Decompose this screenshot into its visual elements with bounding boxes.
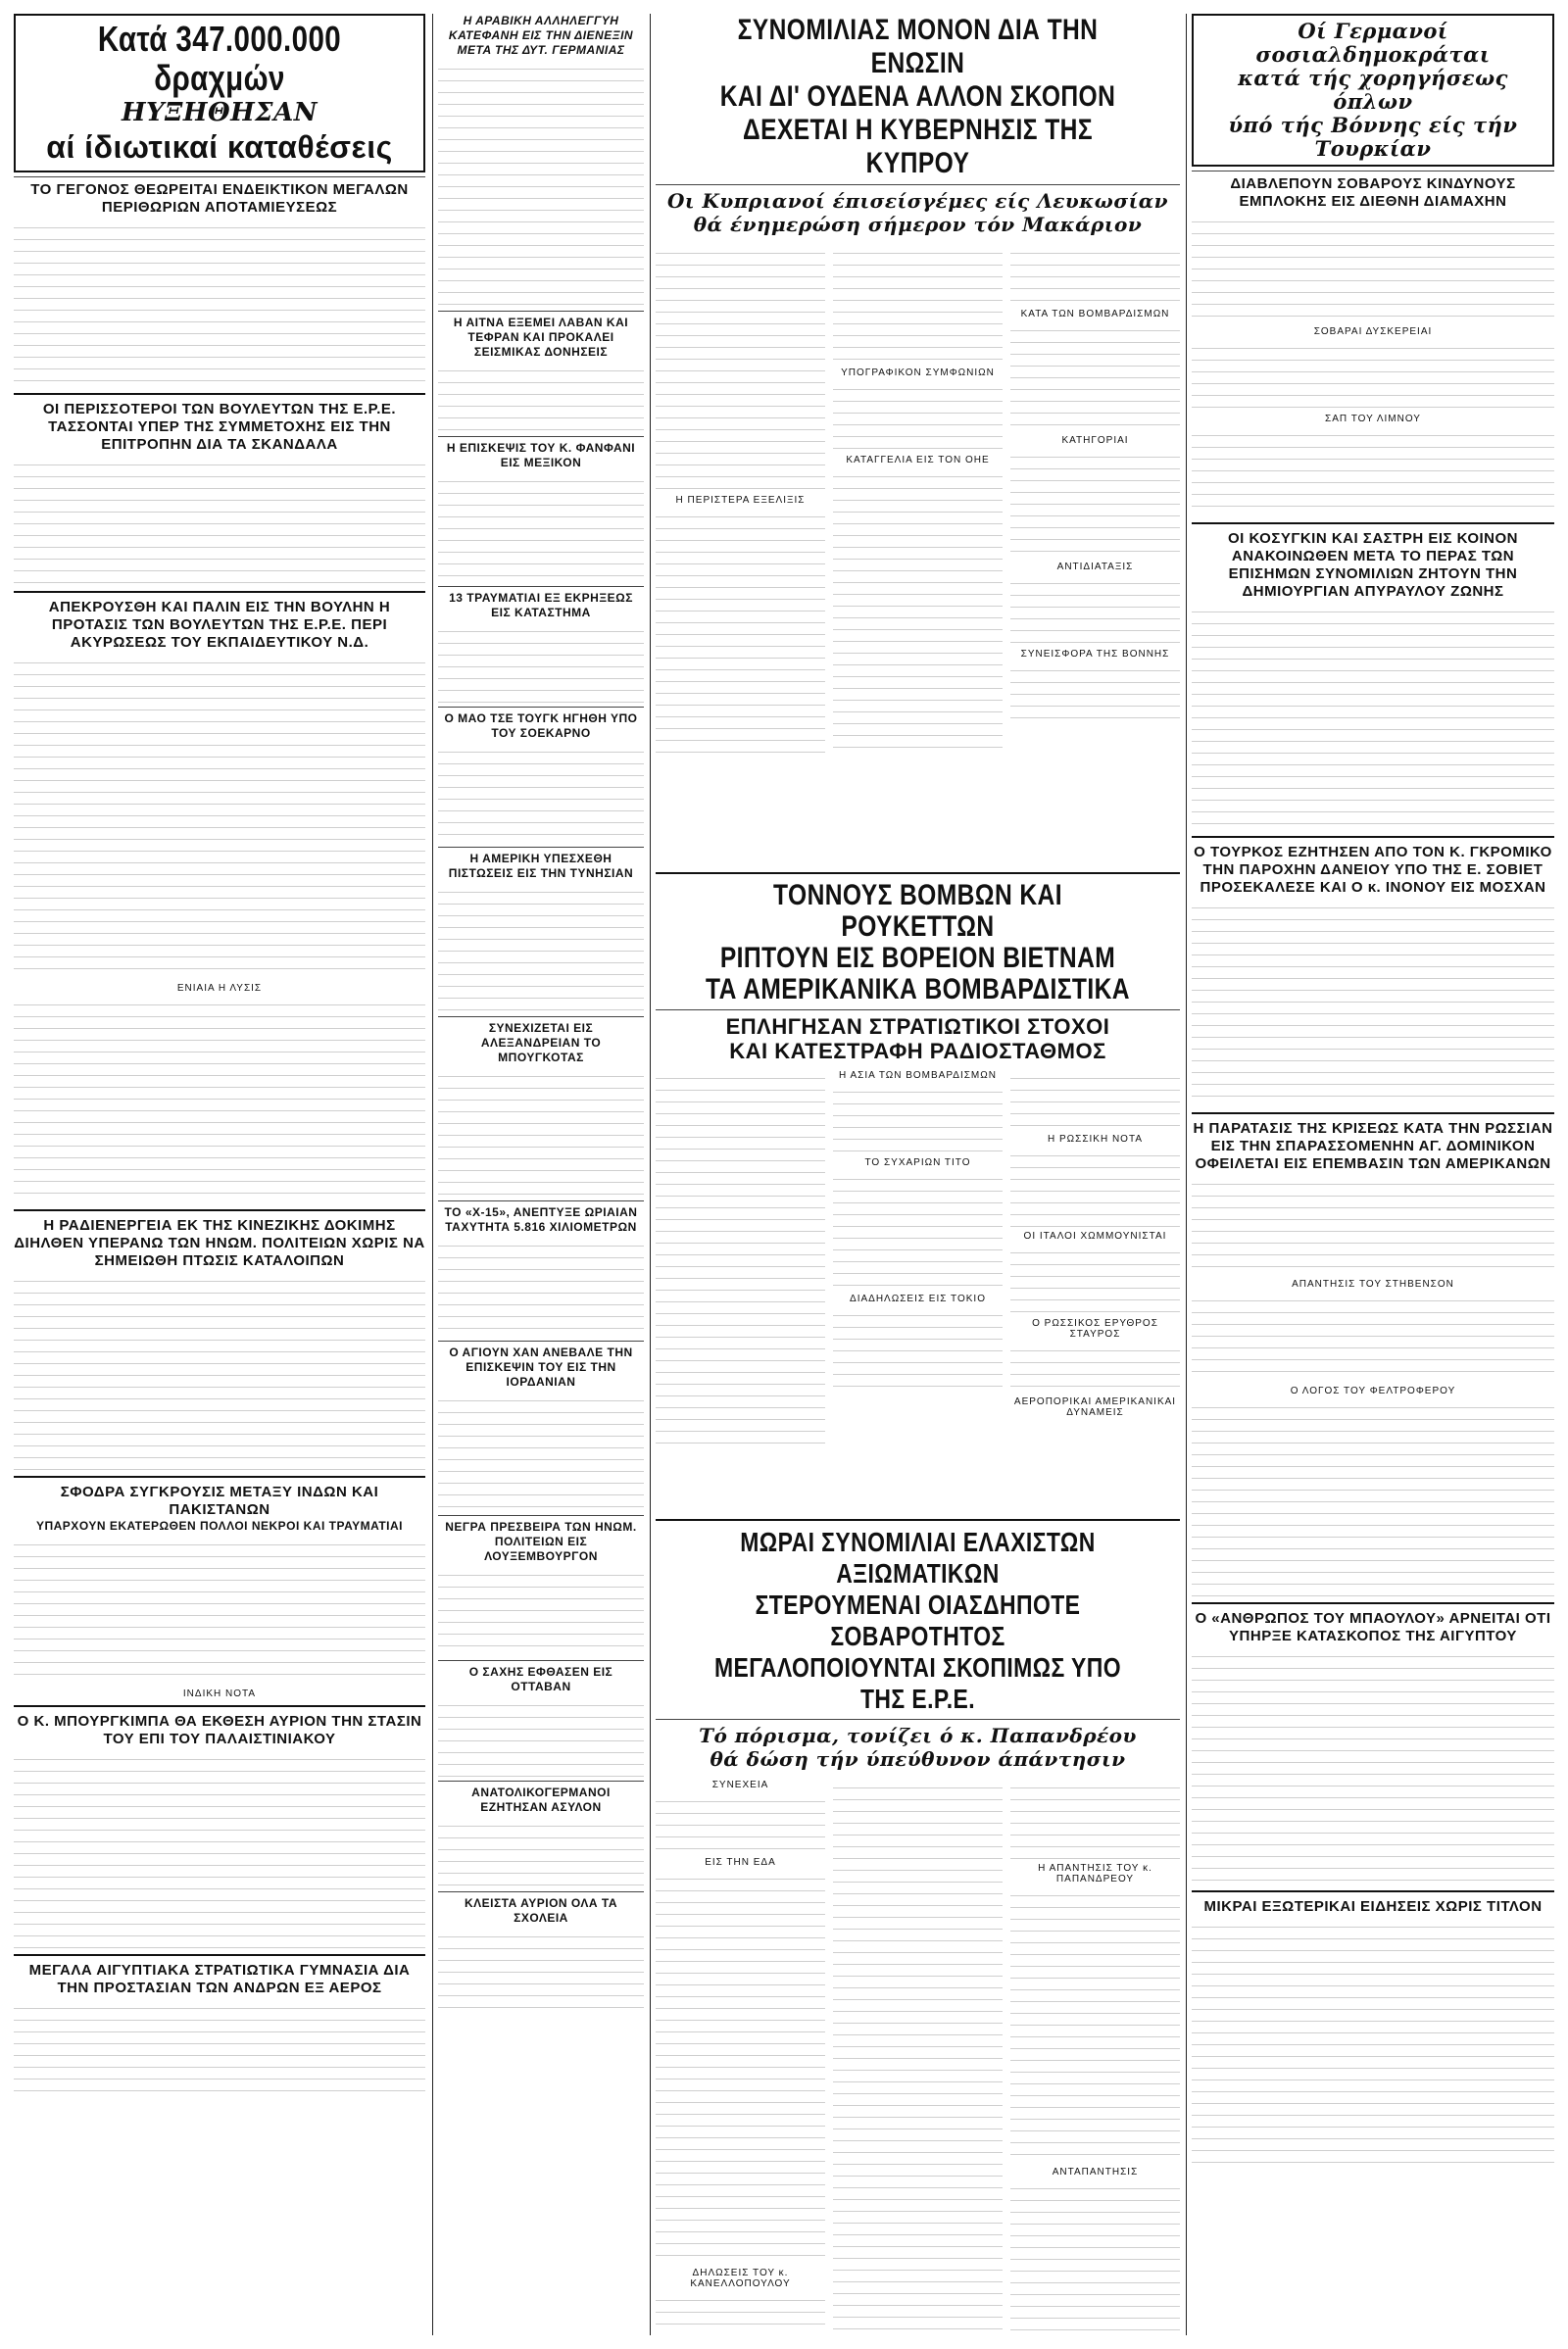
- subhead: ΥΠΟΓΡΑΦΙΚΟΝ ΣΥΜΦΩΝΙΩΝ: [841, 367, 995, 378]
- column-rule: [432, 14, 433, 2335]
- subhead: Η ΠΕΡΙΣΤΕΡΑ ΕΞΕΛΙΞΙΣ: [675, 495, 806, 506]
- headline-german-socialists-3: ύπό τής Βόννης είς τήν Τουρκίαν: [1228, 113, 1518, 161]
- article-text: [656, 1071, 825, 1444]
- subhead: ΣΥΝΕΧΕΙΑ: [711, 1780, 769, 1790]
- headline-foreign-news: ΜΙΚΡΑΙ ΕΞΩΤΕΡΙΚΑΙ ΕΙΔΗΣΕΙΣ ΧΩΡΙΣ ΤΙΤΛΟΝ: [1203, 1898, 1543, 1915]
- subhead: ΕΙΣ ΤΗΝ ΕΔΑ: [705, 1857, 776, 1868]
- article-text: [1192, 1400, 1554, 1596]
- article-text: [438, 745, 644, 843]
- newspaper-page: [14, 14, 1554, 2335]
- article-text: [656, 246, 825, 491]
- article-text: [14, 1538, 425, 1685]
- headline-india-pakistan: ΣΦΟΔΡΑ ΣΥΓΚΡΟΥΣΙΣ ΜΕΤΑΞΥ ΙΝΔΩΝ ΚΑΙ ΠΑΚΙΣΤΑΝΩΝ: [60, 1484, 379, 1518]
- article-text: [438, 624, 644, 703]
- subhead-casualties: ΥΠΑΡΧΟΥΝ ΕΚΑΤΕΡΩΘΕΝ ΠΟΛΛΟΙ ΝΕΚΡΟΙ ΚΑΙ ΤΡΑΥΜΑΤΙΑΙ: [35, 1519, 404, 1533]
- article-text: [833, 1781, 1003, 2335]
- article-text: [1192, 1294, 1554, 1382]
- article-text: [656, 2293, 825, 2335]
- subhead: ΤΟ ΣΥΧΑΡΙΩΝ ΤΙΤΟ: [864, 1157, 971, 1168]
- subhead: Ο ΛΟΓΟΣ ΤΟΥ ΦΕΛΤΡΟΦΕΡΟΥ: [1290, 1386, 1456, 1396]
- article-text: [1010, 246, 1180, 305]
- column-rule: [1186, 14, 1187, 2335]
- article-text: [1192, 1177, 1554, 1275]
- headline-kosygin-shastri: ΟΙ ΚΟΣΥΓΚΙΝ ΚΑΙ ΣΑΣΤΡΗ ΕΙΣ ΚΟΙΝΟΝ ΑΝΑΚΟΙΝΩΘΕΝ ΜΕΤΑ ΤΟ ΠΕΡΑΣ ΤΩΝ ΕΠΙΣΗΜΩΝ ΣΥΝΟΜΙΛΙΩΝ ΖΗΤΟΥΝ ΤΗΝ ΔΗΜΙΟΥΡΓΙΑΝ ΑΠΥΡΑΥΛΟΥ ΖΩΝΗΣ: [1228, 530, 1518, 600]
- headline-tunisia-credits: Η ΑΜΕΡΙΚΗ ΥΠΕΣΧΕΘΗ ΠΙΣΤΩΣΕΙΣ ΕΙΣ ΤΗΝ ΤΥΝΗΣΙΑΝ: [448, 852, 634, 880]
- article-text: [438, 885, 644, 1012]
- headline-vietnam-1: ΤΟΝΝΟΥΣ ΒΟΜΒΩΝ ΚΑΙ ΡΟΥΚΕΤΤΩΝ: [773, 879, 1062, 943]
- article-text: [14, 2001, 425, 2099]
- article-text: [438, 1394, 644, 1511]
- headline-officers-1: ΜΩΡΑΙ ΣΥΝΟΜΙΛΙΑΙ ΕΛΑΧΙΣΤΩΝ ΑΞΙΩΜΑΤΙΚΩΝ: [740, 1527, 1096, 1589]
- headline-vietnam-2: ΡΙΠΤΟΥΝ ΕΙΣ ΒΟΡΕΙΟΝ ΒΙΕΤΝΑΜ: [719, 942, 1116, 974]
- article-text: [438, 1698, 644, 1777]
- column-1: [14, 14, 425, 2335]
- subhead: Η ΑΠΑΝΤΗΣΙΣ ΤΟΥ κ. ΠΑΠΑΝΔΡΕΟΥ: [1038, 1863, 1152, 1884]
- column-2: [438, 14, 644, 2335]
- article-text: [438, 62, 644, 307]
- subhead: ΔΗΛΩΣΕΙΣ ΤΟΥ κ. ΚΑΝΕΛΛΟΠΟΥΛΟΥ: [690, 2268, 791, 2289]
- article-text: [833, 1172, 1003, 1290]
- article-text: [1010, 1781, 1180, 1859]
- article-text: [1010, 663, 1180, 722]
- headline-cyprus-1: ΣΥΝΟΜΙΛΙΑΣ ΜΟΝΟΝ ΔΙΑ ΤΗΝ ΕΝΩΣΙΝ: [737, 14, 1099, 79]
- bottom-section: [656, 1513, 1180, 2335]
- subhead-cyprus-1: Οι Κυπριανοί έπισείσγέμες είς Λευκωσίαν: [666, 189, 1169, 213]
- subhead: ΑΠΑΝΤΗΣΙΣ ΤΟΥ ΣΤΗΒΕΝΣΟΝ: [1292, 1279, 1454, 1290]
- headline-deposits-b: ΗΥΞΗΘΗΣΑΝ: [121, 98, 318, 127]
- subhead: Ο ΡΩΣΣΙΚΟΣ ΕΡΥΘΡΟΣ ΣΤΑΥΡΟΣ: [1032, 1318, 1158, 1340]
- headline-vietnam-3: ΤΑ ΑΜΕΡΙΚΑΝΙΚΑ ΒΟΜΒΑΡΔΙΣΤΙΚΑ: [706, 973, 1130, 1005]
- headline-alexandria: ΣΥΝΕΧΙΖΕΤΑΙ ΕΙΣ ΑΛΕΞΑΝΔΡΕΙΑΝ ΤΟ ΜΠΟΥΓΚΟΤΑΣ: [480, 1021, 602, 1064]
- article-text: [1010, 1246, 1180, 1314]
- column-5: [1192, 14, 1554, 2335]
- article-text: [833, 1308, 1003, 1387]
- subhead: ΣΑΠ ΤΟΥ ΛΙΜΝΟΥ: [1325, 414, 1421, 424]
- article-text: [438, 1568, 644, 1656]
- article-text: [833, 469, 1003, 754]
- column-3: [656, 14, 1180, 842]
- headline-german-socialists-1: Οί Γερμανοί σοσιαλδημοκράται: [1255, 19, 1491, 67]
- article-text: [14, 998, 425, 1203]
- headline-negro-ambassador: ΝΕΓΡΑ ΠΡΕΣΒΕΙΡΑ ΤΩΝ ΗΝΩΜ. ΠΟΛΙΤΕΙΩΝ ΕΙΣ ΛΟΥΞΕΜΒΟΥΡΓΟΝ: [445, 1520, 637, 1563]
- headline-deposits: Κατά 347.000.000 δραχμών: [97, 19, 342, 98]
- headline-ere-deputies: ΟΙ ΠΕΡΙΣΣΟΤΕΡΟΙ ΤΩΝ ΒΟΥΛΕΥΤΩΝ ΤΗΣ Ε.Ρ.Ε. ΤΑΣΣΟΝΤΑΙ ΥΠΕΡ ΤΗΣ ΣΥΜΜΕΤΟΧΗΣ ΕΙΣ ΤΗΝ ΕΠΙΤΡΟΠΗΝ ΔΙΑ ΤΑ ΣΚΑΝΔΑΛΑ: [42, 401, 397, 453]
- headline-shah-ottawa: Ο ΣΑΧΗΣ ΕΦΘΑΣΕΝ ΕΙΣ ΟΤΤΑΒΑΝ: [468, 1665, 613, 1693]
- article-text: [14, 1274, 425, 1470]
- article-text: [438, 1069, 644, 1197]
- article-text: [1010, 450, 1180, 558]
- article-text: [14, 220, 425, 387]
- headline-x15: ΤΟ «Χ-15», ΑΝΕΠΤΥΞΕ ΩΡΙΑΙΑΝ ΤΑΧΥΤΗΤΑ 5.816 ΧΙΛΙΟΜΕΤΡΩΝ: [444, 1205, 638, 1234]
- headline-cyprus-3: ΔΕΧΕΤΑΙ Η ΚΥΒΕΡΝΗΣΙΣ ΤΗΣ ΚΥΠΡΟΥ: [742, 114, 1094, 179]
- subhead: Η ΡΩΣΣΙΚΗ ΝΟΤΑ: [1048, 1134, 1143, 1145]
- article-text: [656, 1872, 825, 2264]
- subhead: ΕΝΙΑΙΑ Η ΛΥΣΙΣ: [176, 983, 263, 994]
- article-text: [14, 656, 425, 979]
- headline-schools-closed: ΚΛΕΙΣΤΑ ΑΥΡΙΟΝ ΟΛΑ ΤΑ ΣΧΟΛΕΙΑ: [464, 1896, 618, 1925]
- headline-east-germans: ΑΝΑΤΟΛΙΚΟΓΕΡΜΑΝΟΙ ΕΖΗΤΗΣΑΝ ΑΣΥΛΟΝ: [471, 1786, 611, 1814]
- article-text: [438, 1930, 644, 2018]
- subhead-cyprus-2: θά ένημερώση σήμερον τόν Μακάριον: [693, 213, 1143, 236]
- article-text: [656, 510, 825, 755]
- article-text: [833, 1085, 1003, 1153]
- subhead: ΑΕΡΟΠΟΡΙΚΑΙ ΑΜΕΡΙΚΑΝΙΚΑΙ ΔΥΝΑΜΕΙΣ: [1013, 1396, 1177, 1418]
- headline-arab-solidarity: Η ΑΡΑΒΙΚΗ ΑΛΛΗΛΕΓΓΥΗ ΚΑΤΕΦΑΝΗ ΕΙΣ ΤΗΝ ΔΙΕΝΕΞΙΝ ΜΕΤΑ ΤΗΣ ΔΥΤ. ΓΕΡΜΑΝΙΑΣ: [448, 14, 634, 57]
- headline-german-socialists-2: κατά τής χορηγήσεως όπλων: [1238, 66, 1508, 114]
- headline-ayub-khan: Ο ΑΓΙΟΥΝ ΧΑΝ ΑΝΕΒΑΛΕ ΤΗΝ ΕΠΙΣΚΕΨΙΝ ΤΟΥ ΕΙΣ ΤΗΝ ΙΟΡΔΑΝΙΑΝ: [449, 1346, 633, 1389]
- article-text: [1192, 1649, 1554, 1884]
- subhead: ΔΙΑΔΗΛΩΣΕΙΣ ΕΙΣ ΤΟΚΙΟ: [850, 1294, 986, 1304]
- article-text: [1010, 1149, 1180, 1227]
- subhead: ΣΥΝΕΙΣΦΟΡΑ ΤΗΣ ΒΟΝΝΗΣ: [1020, 649, 1170, 660]
- subhead: ΙΝΔΙΚΗ ΝΟΤΑ: [182, 1688, 257, 1699]
- article-text: [656, 1794, 825, 1853]
- headline-officers-2: ΣΤΕΡΟΥΜΕΝΑΙ ΟΙΑΣΔΗΠΟΤΕ ΣΟΒΑΡΟΤΗΤΟΣ: [755, 1590, 1081, 1651]
- article-text: [438, 364, 644, 432]
- headline-education-decree: ΑΠΕΚΡΟΥΣΘΗ ΚΑΙ ΠΑΛΙΝ ΕΙΣ ΤΗΝ ΒΟΥΛΗΝ Η ΠΡΟΤΑΣΙΣ ΤΩΝ ΒΟΥΛΕΥΤΩΝ ΤΗΣ Ε.Ρ.Ε. ΠΕΡΙ ΑΚΥΡΩΣΕΩΣ ΤΟΥ ΕΚΠΑΙΔΕΥΤΙΚΟΥ Ν.Δ.: [48, 599, 391, 651]
- article-text: [1192, 428, 1554, 516]
- article-text: [1192, 215, 1554, 322]
- article-text: [1192, 341, 1554, 410]
- subhead-vietnam-2: ΚΑΙ ΚΑΤΕΣΤΡΑΦΗ ΡΑΔΙΟΣΤΑΘΜΟΣ: [729, 1039, 1106, 1063]
- headline-dominican-crisis: Η ΠΑΡΑΤΑΣΙΣ ΤΗΣ ΚΡΙΣΕΩΣ ΚΑΤΑ ΤΗΝ ΡΩΣΣΙΑΝ ΕΙΣ ΤΗΝ ΣΠΑΡΑΣΣΟΜΕΝΗΝ ΑΓ. ΔΟΜΙΝΙΚΟΝ ΟΦΕΙΛΕΤΑΙ ΕΙΣ ΕΠΕΜΒΑΣΙΝ ΤΩΝ ΑΜΕΡΙΚΑΝΩΝ: [1193, 1120, 1553, 1172]
- subhead: ΚΑΤΑΓΓΕΛΙΑ ΕΙΣ ΤΟΝ ΟΗΕ: [846, 455, 990, 465]
- headline-turkey-gromyko: Ο ΤΟΥΡΚΟΣ ΕΖΗΤΗΣΕΝ ΑΠΟ ΤΟΝ Κ. ΓΚΡΟΜΙΚΟ ΤΗΝ ΠΑΡΟΧΗΝ ΔΑΝΕΙΟΥ ΥΠΟ ΤΗΣ Ε. ΣΟΒΙΕΤ ΠΡΟΣΕΚΑΛΕΣΕ ΚΑΙ Ο κ. ΙΝΟΝΟΥ ΕΙΣ ΜΟΣΧΑΝ: [1194, 844, 1552, 896]
- headline-officers-3: ΜΕΓΑΛΟΠΟΙΟΥΝΤΑΙ ΣΚΟΠΙΜΩΣ ΥΠΟ ΤΗΣ Ε.Ρ.Ε.: [713, 1652, 1122, 1714]
- headline-bourguiba: Ο Κ. ΜΠΟΥΡΓΚΙΜΠΑ ΘΑ ΕΚΘΕΣΗ ΑΥΡΙΟΝ ΤΗΝ ΣΤΑΣΙΝ ΤΟΥ ΕΠΙ ΤΟΥ ΠΑΛΑΙΣΤΙΝΙΑΚΟΥ: [17, 1713, 422, 1747]
- article-text: [438, 1819, 644, 1887]
- headline-cyprus-2: ΚΑΙ ΔΙ' ΟΥΔΕΝΑ ΑΛΛΟΝ ΣΚΟΠΟΝ: [719, 80, 1116, 113]
- headline-radioactivity: Η ΡΑΔΙΕΝΕΡΓΕΙΑ ΕΚ ΤΗΣ ΚΙΝΕΖΙΚΗΣ ΔΟΚΙΜΗΣ ΔΙΗΛΘΕΝ ΥΠΕΡΑΝΩ ΤΩΝ ΗΝΩΜ. ΠΟΛΙΤΕΙΩΝ ΧΩΡΙΣ ΝΑ ΣΗΜΕΙΩΘΗ ΠΤΩΣΙΣ ΚΑΤΑΛΟΙΠΩΝ: [14, 1217, 425, 1269]
- article-text: [1010, 576, 1180, 645]
- subhead: ΣΟΒΑΡΑΙ ΔΥΣΚΕΡΕΙΑΙ: [1313, 326, 1433, 337]
- article-text: [1010, 323, 1180, 431]
- middle-section: [656, 866, 1180, 1503]
- subhead-dangers: ΔΙΑΒΛΕΠΟΥΝ ΣΟΒΑΡΟΥΣ ΚΙΝΔΥΝΟΥΣ ΕΜΠΛΟΚΗΣ ΕΙΣ ΔΙΕΘΝΗ ΔΙΑΜΑΧΗΝ: [1230, 175, 1516, 210]
- subhead: ΑΝΤΑΠΑΝΤΗΣΙΣ: [1052, 2167, 1139, 2178]
- headline-mao: Ο ΜΑΟ ΤΣΕ ΤΟΥΓΚ ΗΓΗΘΗ ΥΠΟ ΤΟΥ ΣΟΕΚΑΡΝΟ: [444, 711, 638, 740]
- article-text: [14, 1752, 425, 1948]
- subhead-papandreou-2: θά δώση τήν ύπεύθυνον άπάντησιν: [710, 1747, 1126, 1771]
- subhead: ΚΑΤΑ ΤΩΝ ΒΟΜΒΑΡΔΙΣΜΩΝ: [1020, 309, 1170, 319]
- article-text: [833, 246, 1003, 364]
- subhead: Η ΑΣΙΑ ΤΩΝ ΒΟΜΒΑΡΔΙΣΜΩΝ: [839, 1070, 997, 1081]
- article-text: [1192, 605, 1554, 830]
- headline-egypt-exercises: ΜΕΓΑΛΑ ΑΙΓΥΠΤΙΑΚΑ ΣΤΡΑΤΙΩΤΙΚΑ ΓΥΜΝΑΣΙΑ ΔΙΑ ΤΗΝ ΠΡΟΣΤΑΣΙΑΝ ΤΩΝ ΑΝΔΡΩΝ ΕΞ ΑΕΡΟΣ: [28, 1962, 411, 1996]
- article-text: [438, 1239, 644, 1337]
- article-text: [833, 382, 1003, 451]
- subhead-savings: ΤΟ ΓΕΓΟΝΟΣ ΘΕΩΡΕΙΤΑΙ ΕΝΔΕΙΚΤΙΚΟΝ ΜΕΓΑΛΩΝ ΠΕΡΙΘΩΡΙΩΝ ΑΠΟΤΑΜΙΕΥΣΕΩΣ: [30, 181, 409, 216]
- subhead: ΟΙ ΙΤΑΛΟΙ ΧΩΜΜΟΥΝΙΣΤΑΙ: [1023, 1231, 1167, 1242]
- article-text: [1010, 1344, 1180, 1393]
- lead-story-box: [14, 14, 425, 172]
- headline-explosion: 13 ΤΡΑΥΜΑΤΙΑΙ ΕΞ ΕΚΡΗΞΕΩΣ ΕΙΣ ΚΑΤΑΣΤΗΜΑ: [449, 591, 633, 619]
- subhead-vietnam-1: ΕΠΛΗΓΗΣΑΝ ΣΤΡΑΤΙΩΤΙΚΟΙ ΣΤΟΧΟΙ: [725, 1014, 1110, 1039]
- headline-fanfani: Η ΕΠΙΣΚΕΨΙΣ ΤΟΥ Κ. ΦΑΝΦΑΝΙ ΕΙΣ ΜΕΞΙΚΟΝ: [446, 441, 636, 469]
- article-text: [1010, 2181, 1180, 2335]
- subhead: ΚΑΤΗΓΟΡΙΑΙ: [1061, 435, 1129, 446]
- column-rule: [650, 14, 651, 2335]
- article-text: [1010, 1888, 1180, 2163]
- article-text: [1010, 1071, 1180, 1130]
- article-text: [14, 458, 425, 585]
- headline-deposits-c: αί ίδιωτικαί καταθέσεις: [46, 129, 393, 165]
- subhead: ΑΝΤΙΔΙΑΤΑΞΙΣ: [1056, 562, 1134, 572]
- article-text: [1192, 901, 1554, 1106]
- subhead-papandreou-1: Τό πόρισμα, τονίζει ό κ. Παπανδρέου: [699, 1724, 1137, 1747]
- article-text: [438, 474, 644, 582]
- lead-story-box: [1192, 14, 1554, 167]
- article-text: [1192, 1920, 1554, 2165]
- headline-etna: Η ΑΙΤΝΑ ΕΞΕΜΕΙ ΛΑΒΑΝ ΚΑΙ ΤΕΦΡΑΝ ΚΑΙ ΠΡΟΚΑΛΕΙ ΣΕΙΣΜΙΚΑΣ ΔΟΝΗΣΕΙΣ: [453, 316, 629, 359]
- headline-suitcase-man: Ο «ΑΝΘΡΩΠΟΣ ΤΟΥ ΜΠΑΟΥΛΟΥ» ΑΡΝΕΙΤΑΙ ΟΤΙ ΥΠΗΡΞΕ ΚΑΤΑΣΚΟΠΟΣ ΤΗΣ ΑΙΓΥΠΤΟΥ: [1195, 1610, 1551, 1644]
